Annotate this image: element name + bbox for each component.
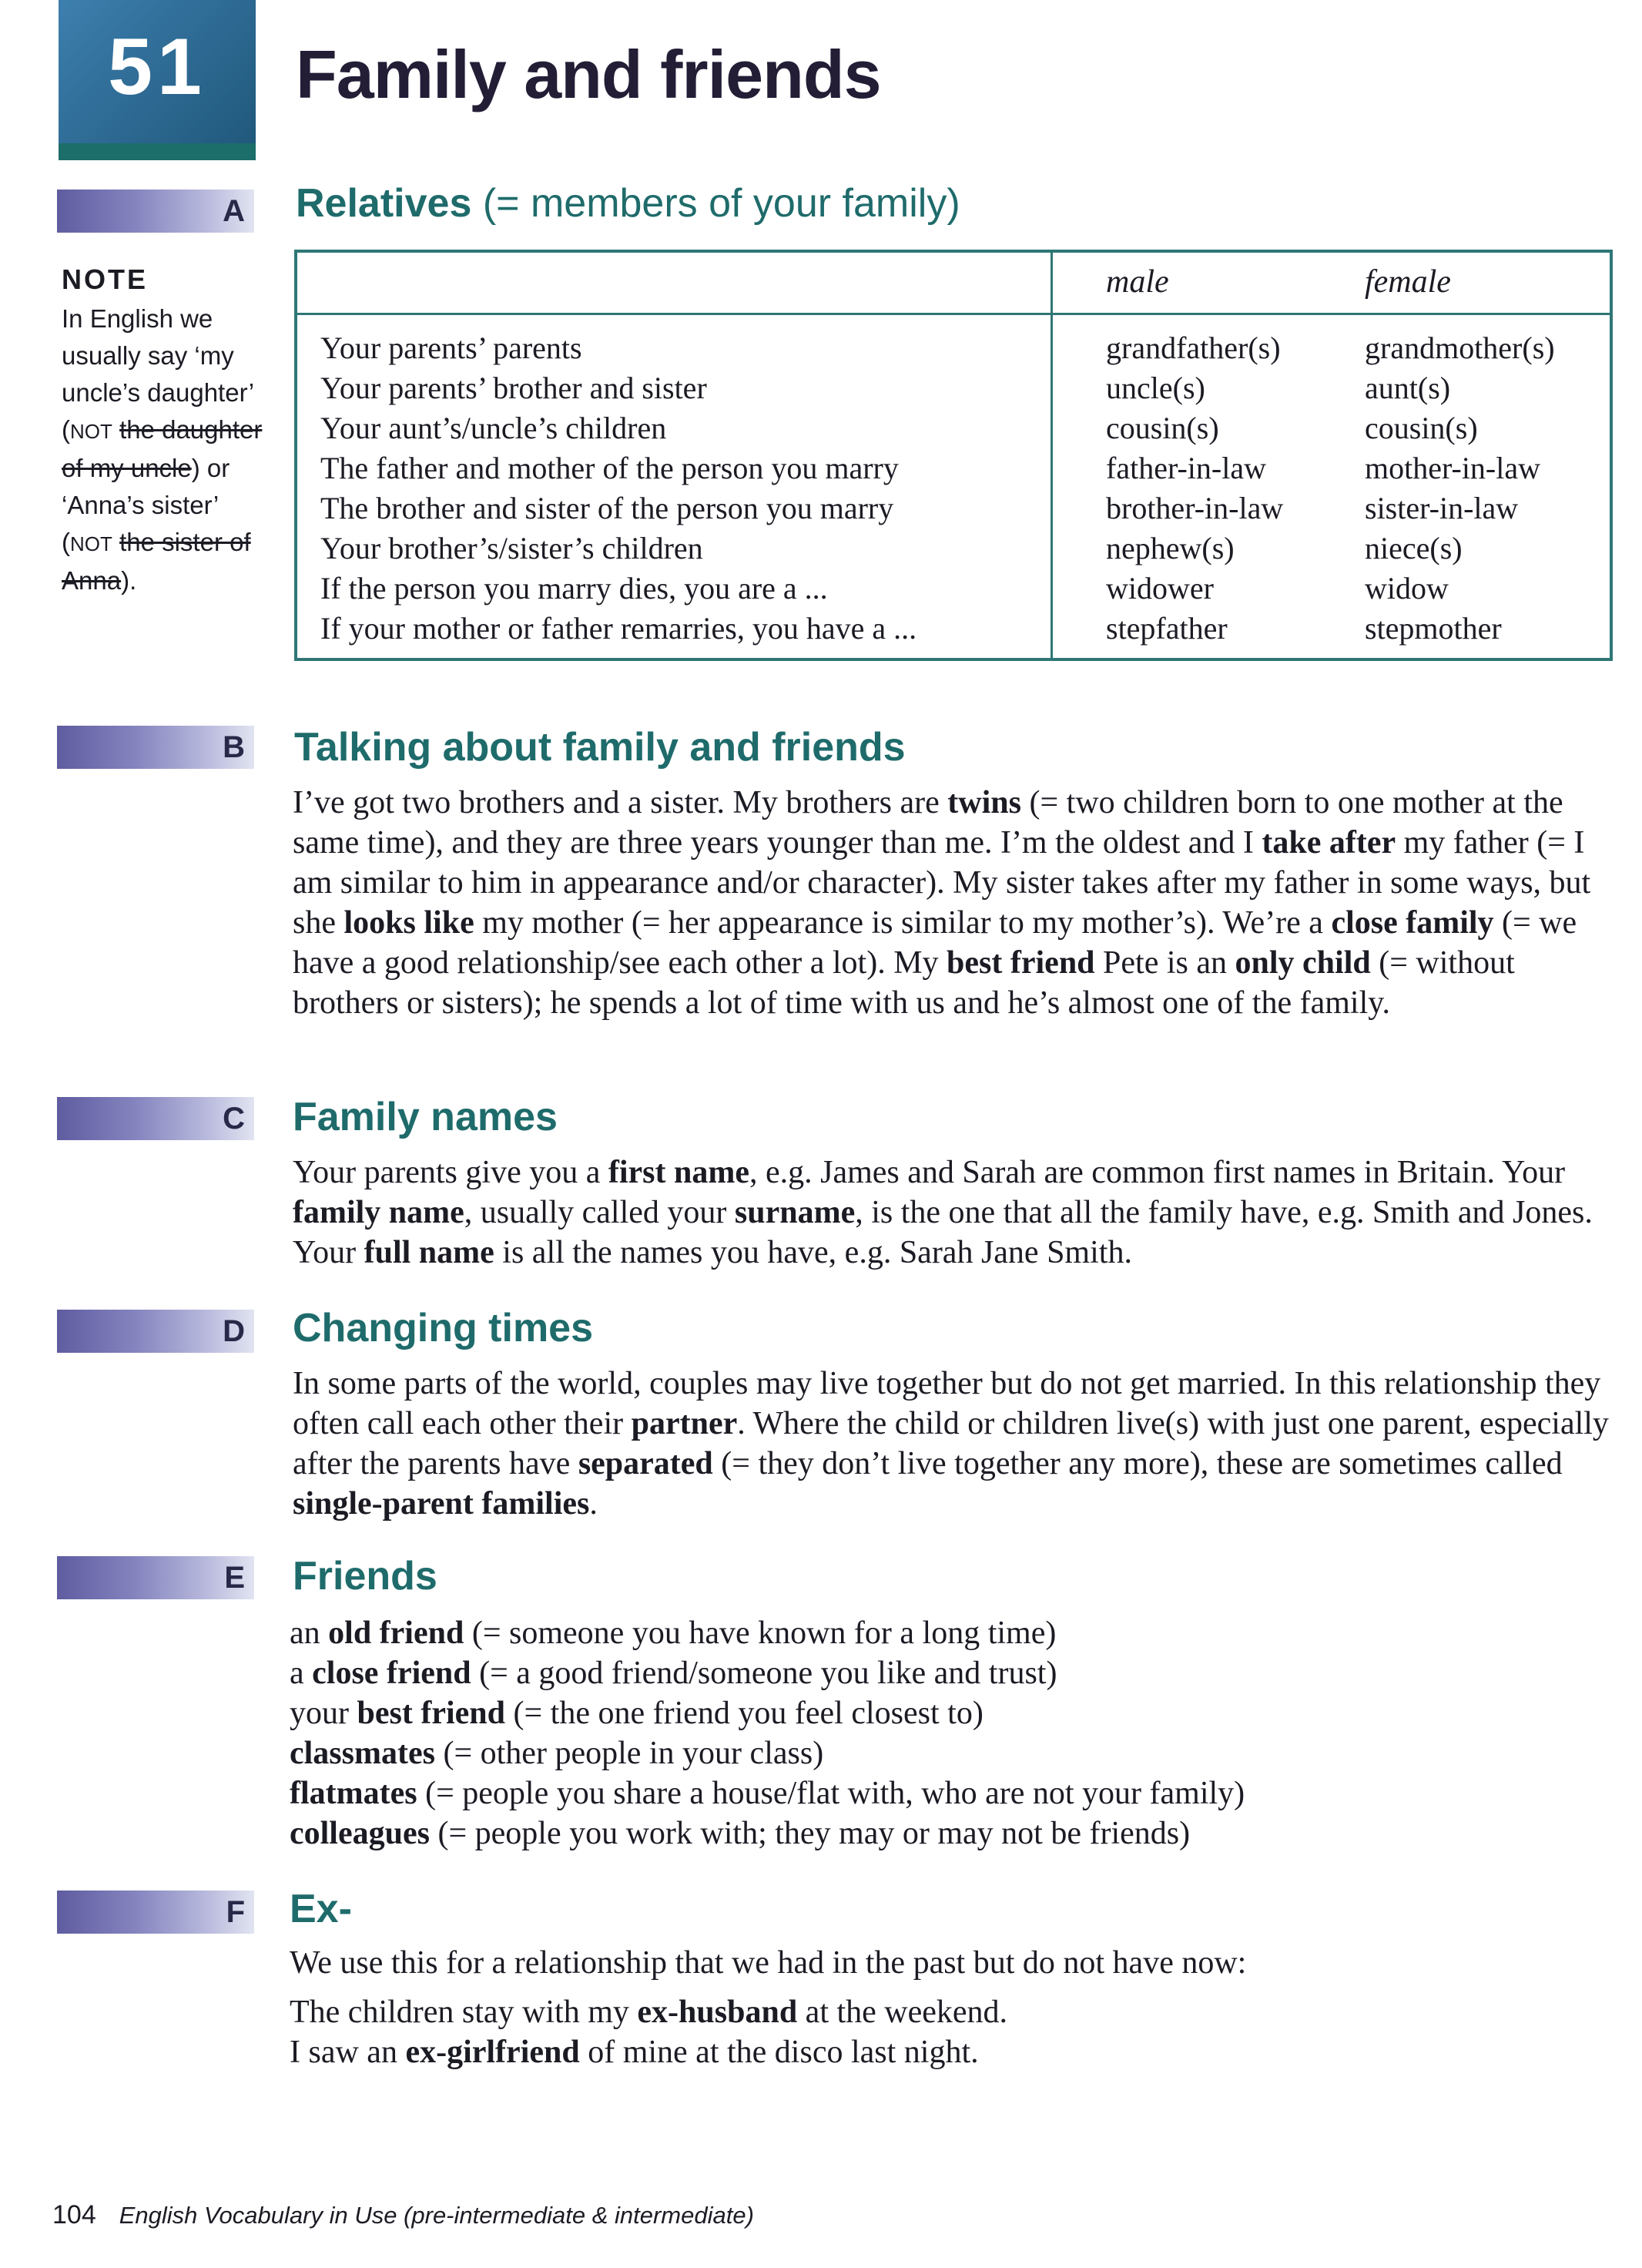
key-term: surname bbox=[734, 1195, 856, 1230]
section-e-letter: E bbox=[224, 1561, 245, 1595]
unit-number-block bbox=[59, 0, 256, 160]
key-term: take after bbox=[1262, 825, 1396, 861]
table-female-cell: mother-in-law bbox=[1365, 451, 1541, 485]
text-run: (= other people in your class) bbox=[434, 1736, 824, 1771]
text-run: (= a good friend/someone you like and trust) bbox=[471, 1656, 1057, 1691]
table-male-cell: nephew(s) bbox=[1106, 531, 1235, 565]
table-female-cell: sister-in-law bbox=[1365, 491, 1519, 525]
table-desc-cell: If your mother or father remarries, you have a ... bbox=[320, 611, 917, 646]
text-run: an bbox=[290, 1615, 329, 1651]
text-run: (= people you work with; they may or may not be friends) bbox=[429, 1816, 1191, 1851]
text-run: a bbox=[290, 1656, 313, 1691]
key-term: close friend bbox=[312, 1656, 471, 1691]
section-e-tab bbox=[57, 1556, 254, 1599]
table-desc-cell: The brother and sister of the person you marry bbox=[320, 491, 894, 525]
key-term: looks like bbox=[343, 905, 474, 941]
text-run: (= someone you have known for a long time) bbox=[464, 1615, 1057, 1651]
note-end: ). bbox=[121, 566, 137, 595]
text-run: , is the one that all the family have, e.g. Smith and Jones. Your bbox=[293, 1195, 1593, 1270]
note-not-1: NOT bbox=[70, 420, 112, 443]
key-term: only child bbox=[1235, 945, 1371, 981]
key-term: first name bbox=[608, 1155, 749, 1190]
text-run: my father (= I am similar to him in appearance and/or character). My sister takes after my father in some ways, but she bbox=[293, 825, 1591, 941]
text-run: (= people you share a house/flat with, who are not your family) bbox=[417, 1776, 1245, 1811]
page-footer bbox=[52, 2200, 754, 2230]
table-female-cell: aunt(s) bbox=[1365, 371, 1451, 405]
text-run: (= the one friend you feel closest to) bbox=[505, 1696, 984, 1731]
note-heading: NOTE bbox=[62, 263, 149, 295]
section-b-paragraph bbox=[293, 783, 1617, 1023]
text-run: (= without brothers or sisters); he spends a lot of time with us and he’s almost one of the family. bbox=[293, 945, 1515, 1021]
section-c-paragraph bbox=[293, 1152, 1617, 1273]
text-run: In some parts of the world, couples may live together but do not get married. In this relationship they often call each other their bbox=[293, 1366, 1601, 1441]
table-female-cell: stepmother bbox=[1365, 611, 1502, 646]
example-sentence bbox=[290, 1992, 1007, 2032]
text-run: Pete is an bbox=[1094, 945, 1235, 981]
table-header-female: female bbox=[1365, 264, 1451, 300]
table-desc-cell: If the person you marry dies, you are a ... bbox=[320, 571, 828, 606]
table-desc-cell: Your brother’s/sister’s children bbox=[320, 531, 703, 565]
table-male-cell: father-in-law bbox=[1106, 451, 1266, 485]
text-run: (= two children born to one mother at the same time), and they are three years younger than me. I’m the oldest and I bbox=[293, 785, 1563, 861]
section-c-letter: C bbox=[223, 1102, 245, 1136]
table-male-cell: grandfather(s) bbox=[1106, 330, 1281, 365]
section-f-letter: F bbox=[226, 1895, 245, 1929]
friends-list bbox=[290, 1613, 1245, 1854]
key-term: single-parent families bbox=[293, 1486, 590, 1522]
table-desc-cell: Your parents’ parents bbox=[320, 330, 582, 365]
unit-number-underbar bbox=[59, 143, 256, 160]
section-a-letter: A bbox=[223, 194, 245, 228]
list-item bbox=[290, 1653, 1245, 1693]
table-desc-cell: The father and mother of the person you marry bbox=[320, 451, 899, 485]
table-female-cell: widow bbox=[1365, 571, 1449, 606]
section-f-title: Ex- bbox=[290, 1887, 352, 1931]
note-strike-1: the daughter of my uncle bbox=[62, 415, 263, 482]
section-d-paragraph bbox=[293, 1364, 1617, 1524]
text-run: I saw an bbox=[290, 2035, 406, 2070]
key-term: family name bbox=[293, 1195, 464, 1230]
ex-intro: We use this for a relationship that we had in the past but do not have now: bbox=[290, 1945, 1247, 1981]
note-body bbox=[62, 300, 263, 599]
key-term: old friend bbox=[328, 1615, 464, 1651]
key-term: colleagues bbox=[290, 1816, 430, 1851]
text-run: Your parents give you a bbox=[293, 1155, 608, 1190]
table-female-cell: cousin(s) bbox=[1365, 411, 1478, 445]
text-run: I’ve got two brothers and a sister. My brothers are bbox=[293, 785, 948, 820]
table-male-cell: cousin(s) bbox=[1106, 411, 1219, 445]
section-c-tab bbox=[57, 1097, 254, 1140]
table-male-cell: stepfather bbox=[1106, 611, 1228, 646]
key-term: best friend bbox=[357, 1696, 505, 1731]
text-run: is all the names you have, e.g. Sarah Jane Smith. bbox=[494, 1235, 1132, 1270]
text-run: The children stay with my bbox=[290, 1995, 638, 2030]
text-run: (= they don’t live together any more), these are sometimes called bbox=[712, 1446, 1563, 1481]
key-term: flatmates bbox=[290, 1776, 417, 1811]
table-desc-cell: Your parents’ brother and sister bbox=[320, 371, 707, 405]
text-run: your bbox=[290, 1696, 357, 1731]
key-term: ex-girlfriend bbox=[405, 2035, 580, 2070]
note-intro: In English we usually say ‘my uncle’s daughter’ ( bbox=[62, 304, 253, 444]
key-term: full name bbox=[364, 1235, 494, 1270]
text-run: (= we have a good relationship/see each other a lot). My bbox=[293, 905, 1577, 981]
key-term: best friend bbox=[947, 945, 1095, 981]
section-a-title-main: Relatives bbox=[296, 181, 472, 226]
section-b-title: Talking about family and friends bbox=[294, 725, 906, 770]
section-a-title bbox=[296, 180, 960, 226]
section-d-title: Changing times bbox=[293, 1306, 594, 1350]
table-female-column bbox=[1365, 328, 1555, 649]
list-item bbox=[290, 1693, 1245, 1733]
table-male-cell: widower bbox=[1106, 571, 1214, 606]
book-title: English Vocabulary in Use (pre-intermediate & intermediate) bbox=[119, 2202, 754, 2229]
text-run: . Where the child or children live(s) with just one parent, especially after the parents have bbox=[293, 1406, 1609, 1481]
section-a-subtitle: (= members of your family) bbox=[482, 181, 960, 226]
text-run: at the weekend. bbox=[797, 1995, 1008, 2030]
key-term: partner bbox=[631, 1406, 738, 1441]
key-term: twins bbox=[947, 785, 1021, 820]
key-term: ex-husband bbox=[637, 1995, 798, 2030]
text-run: of mine at the disco last night. bbox=[579, 2035, 979, 2070]
key-term: classmates bbox=[290, 1736, 435, 1771]
text-run: my mother (= her appearance is similar to my mother’s). We’re a bbox=[474, 905, 1332, 941]
note-strike-2: the sister of Anna bbox=[62, 528, 251, 595]
section-b-letter: B bbox=[223, 730, 245, 764]
list-item bbox=[290, 1813, 1245, 1854]
text-run: . bbox=[589, 1486, 598, 1522]
list-item bbox=[290, 1773, 1245, 1813]
note-not-2: NOT bbox=[70, 532, 112, 555]
table-header-male: male bbox=[1106, 264, 1169, 300]
section-c-title: Family names bbox=[293, 1095, 558, 1139]
table-male-cell: uncle(s) bbox=[1106, 371, 1205, 405]
list-item bbox=[290, 1613, 1245, 1653]
unit-number: 51 bbox=[108, 22, 206, 112]
section-a-tab bbox=[57, 190, 254, 233]
section-e-title: Friends bbox=[293, 1554, 437, 1599]
relatives-table bbox=[294, 250, 1613, 661]
table-female-cell: grandmother(s) bbox=[1365, 330, 1555, 365]
table-female-cell: niece(s) bbox=[1365, 531, 1463, 565]
text-run: , e.g. James and Sarah are common first names in Britain. Your bbox=[749, 1155, 1566, 1190]
ex-examples bbox=[290, 1992, 1007, 2072]
table-desc-cell: Your aunt’s/uncle’s children bbox=[320, 411, 667, 445]
section-d-tab bbox=[57, 1310, 254, 1353]
section-b-tab bbox=[57, 726, 254, 769]
section-f-tab bbox=[57, 1891, 254, 1934]
table-male-column bbox=[1106, 328, 1283, 649]
page-number: 104 bbox=[52, 2200, 96, 2229]
table-header-divider bbox=[297, 313, 1610, 315]
table-description-column bbox=[320, 328, 917, 649]
table-male-cell: brother-in-law bbox=[1106, 491, 1284, 525]
section-d-letter: D bbox=[223, 1314, 245, 1348]
page-title: Family and friends bbox=[296, 36, 881, 112]
key-term: close family bbox=[1331, 905, 1494, 941]
key-term: separated bbox=[578, 1446, 713, 1481]
note-mid: ) or ‘Anna’s sister’ ( bbox=[62, 454, 230, 556]
note-sidebar bbox=[62, 263, 263, 599]
text-run: , usually called your bbox=[464, 1195, 735, 1230]
list-item bbox=[290, 1733, 1245, 1773]
example-sentence bbox=[290, 2032, 1007, 2072]
